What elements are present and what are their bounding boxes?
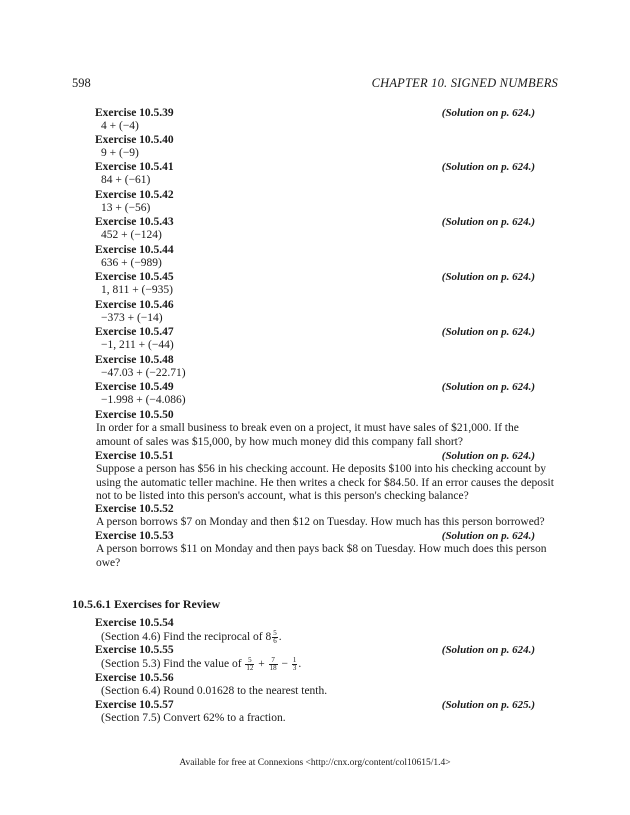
exercise-title: Exercise 10.5.53: [95, 530, 174, 542]
exercise-10-5-57: [95, 699, 535, 726]
exercise-body: (Section 6.4) Round 0.01628 to the nearest tenth.: [101, 685, 328, 697]
exercise-10-5-45: [95, 271, 535, 298]
solution-link[interactable]: (Solution on p. 624.): [441, 450, 535, 462]
exercise-title: Exercise 10.5.40: [95, 134, 174, 146]
exercise-title: Exercise 10.5.52: [95, 503, 174, 515]
exercise-body: 1, 811 + (−935): [101, 284, 173, 296]
exercise-text: (Section 5.3) Find the value of: [101, 658, 242, 671]
fraction: [272, 630, 278, 645]
exercise-10-5-51: [95, 450, 554, 504]
exercise-title: Exercise 10.5.54: [95, 617, 174, 629]
exercise-title: Exercise 10.5.56: [95, 672, 174, 684]
exercise-title: Exercise 10.5.39: [95, 107, 174, 119]
exercise-body: A person borrows $11 on Monday and then pays back $8 on Tuesday. How much does this person owe?: [96, 543, 547, 569]
exercise-10-5-54: [95, 617, 535, 645]
exercise-body: −373 + (−14): [101, 312, 163, 324]
exercise-title: Exercise 10.5.55: [95, 644, 174, 656]
exercise-body: 84 + (−61): [101, 174, 151, 186]
exercise-body: 4 + (−4): [101, 120, 139, 132]
fraction-denominator: 3: [292, 664, 297, 672]
page-header: [72, 76, 558, 92]
fraction-numerator: 5: [245, 657, 254, 665]
exercise-body: In order for a small business to break even on a project, it must have sales of $21,000. If the amount of sales was $15,000, by how much money did this company fall short?: [96, 422, 519, 448]
fraction: [292, 657, 298, 672]
exercise-body: −1.998 + (−4.086): [101, 394, 186, 406]
exercise-body: 9 + (−9): [101, 147, 139, 159]
exercise-text: (Section 4.6) Find the reciprocal of 8: [101, 631, 272, 644]
exercise-tail: .: [298, 658, 302, 671]
exercise-10-5-55: [95, 644, 535, 672]
chapter-title: CHAPTER 10. SIGNED NUMBERS: [371, 76, 558, 90]
fraction-denominator: 18: [269, 664, 277, 672]
exercise-body: A person borrows $7 on Monday and then $12 on Tuesday. How much has this person borrowed?: [96, 516, 545, 528]
exercise-title: Exercise 10.5.45: [95, 271, 174, 283]
exercise-title: Exercise 10.5.50: [95, 409, 174, 421]
exercise-title: Exercise 10.5.42: [95, 189, 174, 201]
exercise-title: Exercise 10.5.57: [95, 699, 174, 711]
fraction-numerator: 7: [269, 657, 278, 665]
exercise-10-5-44: [95, 244, 535, 271]
exercise-title: Exercise 10.5.49: [95, 381, 174, 393]
exercise-body: [95, 657, 535, 672]
exercise-10-5-47: [95, 326, 535, 353]
exercise-body: 636 + (−989): [101, 257, 162, 269]
exercise-body: (Section 7.5) Convert 62% to a fraction.: [101, 712, 286, 724]
exercise-title: Exercise 10.5.43: [95, 216, 174, 228]
exercise-title: Exercise 10.5.41: [95, 161, 174, 173]
exercise-10-5-53: [95, 530, 547, 570]
exercise-body: −1, 211 + (−44): [101, 339, 174, 351]
fraction: [269, 657, 278, 672]
exercise-10-5-50: [95, 409, 535, 449]
solution-link[interactable]: (Solution on p. 624.): [441, 161, 535, 173]
solution-link[interactable]: (Solution on p. 624.): [441, 530, 535, 542]
exercise-10-5-41: [95, 161, 535, 188]
exercise-10-5-43: [95, 216, 535, 243]
exercise-10-5-40: [95, 134, 535, 161]
exercise-10-5-42: [95, 189, 535, 216]
minus-sign: −: [281, 658, 289, 671]
exercise-10-5-39: [95, 107, 535, 134]
plus-sign: +: [258, 658, 265, 671]
fraction-numerator: 1: [292, 656, 297, 664]
solution-link[interactable]: (Solution on p. 624.): [441, 326, 535, 338]
solution-link[interactable]: (Solution on p. 624.): [441, 216, 535, 228]
solution-link[interactable]: (Solution on p. 625.): [441, 699, 535, 711]
exercise-10-5-56: [95, 672, 535, 699]
solution-link[interactable]: (Solution on p. 624.): [441, 644, 535, 656]
exercise-10-5-46: [95, 299, 535, 326]
fraction-numerator: 5: [273, 629, 277, 637]
exercise-title: Exercise 10.5.48: [95, 354, 174, 366]
page-footer[interactable]: Available for free at Connexions <http://cnx.org/content/col10615/1.4>: [179, 758, 451, 768]
solution-link[interactable]: (Solution on p. 624.): [441, 381, 535, 393]
page-number: 598: [72, 76, 91, 90]
fraction: [245, 657, 254, 672]
fraction-denominator: 6: [273, 637, 277, 645]
solution-link[interactable]: (Solution on p. 624.): [441, 107, 535, 119]
exercise-body: 452 + (−124): [101, 229, 162, 241]
exercise-tail: .: [278, 631, 282, 644]
section-heading: 10.5.6.1 Exercises for Review: [72, 597, 221, 611]
exercise-title: Exercise 10.5.47: [95, 326, 174, 338]
fraction-denominator: 12: [246, 664, 254, 672]
exercise-body: −47.03 + (−22.71): [101, 367, 186, 379]
exercise-body: 13 + (−56): [101, 202, 151, 214]
exercise-10-5-49: [95, 381, 535, 408]
exercise-title: Exercise 10.5.51: [95, 450, 174, 462]
exercise-body: [95, 630, 535, 645]
exercise-body: Suppose a person has $56 in his checking account. He deposits $100 into his checking account by using the automatic teller machine. He then writes a check for $84.50. If an error causes the deposit not to be listed into this person's account, what is this person's checking balance?: [96, 463, 554, 502]
exercise-10-5-48: [95, 354, 535, 381]
exercise-title: Exercise 10.5.46: [95, 299, 174, 311]
exercise-title: Exercise 10.5.44: [95, 244, 174, 256]
solution-link[interactable]: (Solution on p. 624.): [441, 271, 535, 283]
exercise-10-5-52: [95, 503, 545, 530]
